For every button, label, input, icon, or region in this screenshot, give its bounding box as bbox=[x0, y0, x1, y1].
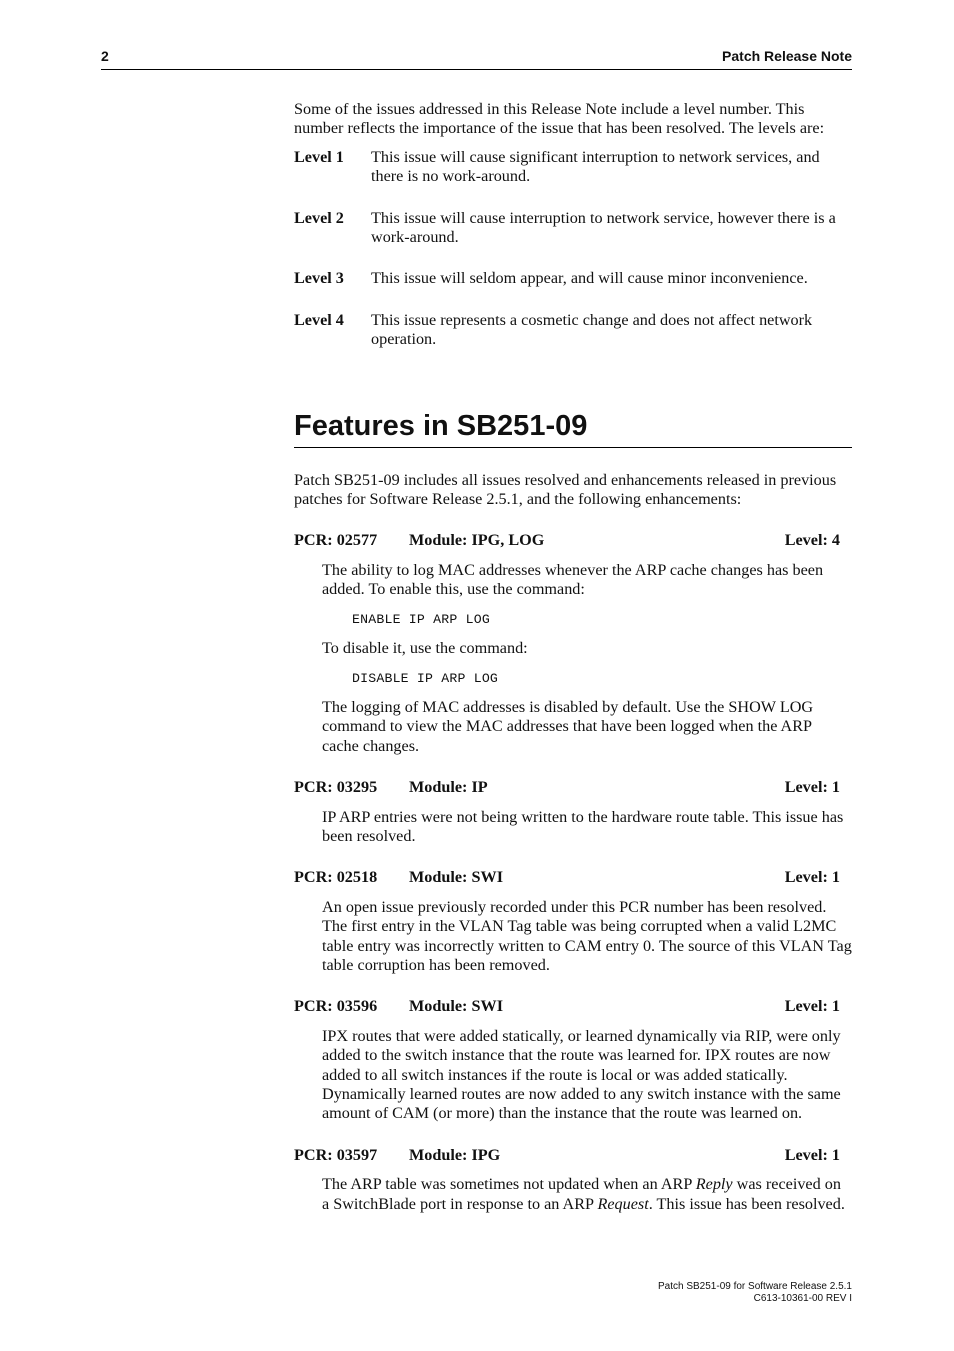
pcr-header bbox=[294, 531, 840, 550]
pcr-body bbox=[322, 1027, 852, 1124]
pcr-level: Level: 1 bbox=[784, 868, 840, 887]
pcr-module: Module: SWI bbox=[409, 868, 503, 887]
pcr-module: Module: IPG, LOG bbox=[409, 531, 545, 550]
pcr-paragraph: The ability to log MAC addresses whenever the ARP cache changes has been added. To enable this, use the command: bbox=[322, 560, 824, 599]
level-description: This issue represents a cosmetic change and does not affect network operation. bbox=[371, 310, 813, 349]
pcr-body bbox=[322, 898, 852, 976]
pcr-paragraph: IPX routes that were added statically, or learned dynamically via RIP, were only added to the switch instance that the route was learned for. IPX routes are now added to all switch instances if the route is local or was added statically. Dynamically learned routes are now added to any switch instance with the same amount of CAM (or more) than the instance that the route was learned on. bbox=[322, 1026, 841, 1123]
pcr-level: Level: 1 bbox=[784, 778, 840, 797]
level-label: Level 1 bbox=[294, 147, 344, 166]
footer-line: C613-10361-00 REV I bbox=[753, 1293, 852, 1304]
section-intro: Patch SB251-09 includes all issues resolved and enhancements released in previous patches for Software Release 2.5.1, and the following enhancements: bbox=[294, 470, 837, 509]
text-run: . This issue has been resolved. bbox=[648, 1194, 845, 1213]
command-text: DISABLE IP ARP LOG bbox=[352, 670, 499, 686]
pcr-level: Level: 1 bbox=[784, 997, 840, 1016]
level-description: This issue will cause interruption to network service, however there is a work-around. bbox=[371, 208, 836, 247]
level-row bbox=[294, 148, 852, 187]
pcr-header bbox=[294, 778, 840, 797]
level-description: This issue will seldom appear, and will cause minor inconvenience. bbox=[371, 269, 808, 288]
pcr-body bbox=[322, 1175, 852, 1214]
pcr-header bbox=[294, 997, 840, 1016]
text-run: The ARP table was sometimes not updated when an ARP bbox=[322, 1175, 696, 1194]
page-body bbox=[294, 100, 852, 1214]
pcr-id: PCR: 03597 bbox=[294, 1145, 378, 1164]
pcr-paragraph: To disable it, use the command: bbox=[322, 639, 528, 658]
pcr-header bbox=[294, 868, 840, 887]
pcr-header bbox=[294, 1146, 840, 1165]
level-label: Level 3 bbox=[294, 269, 344, 288]
emphasis-request: Request bbox=[597, 1194, 649, 1213]
level-row bbox=[294, 269, 852, 288]
section-title: Features in SB251-09 bbox=[294, 409, 852, 448]
pcr-level: Level: 1 bbox=[784, 1145, 840, 1164]
level-row bbox=[294, 209, 852, 248]
pcr-paragraph: IP ARP entries were not being written to the hardware route table. This issue has been resolved. bbox=[322, 807, 844, 845]
page-header bbox=[101, 47, 852, 70]
page-number: 2 bbox=[101, 48, 109, 64]
pcr-module: Module: IP bbox=[409, 778, 488, 797]
text-run: was received on a SwitchBlade port in response to an ARP bbox=[322, 1175, 841, 1213]
level-label: Level 2 bbox=[294, 208, 344, 227]
level-description: This issue will cause significant interruption to network services, and there is no work-around. bbox=[371, 147, 820, 186]
pcr-id: PCR: 02577 bbox=[294, 531, 378, 550]
footer-line: Patch SB251-09 for Software Release 2.5.1 bbox=[657, 1281, 852, 1292]
pcr-paragraph: An open issue previously recorded under this PCR number has been resolved. The first entry in the VLAN Tag table was being corrupted when a valid L2MC table entry was incorrectly written to CAM entry 0. The source of this VLAN Tag table corruption has been removed. bbox=[322, 897, 852, 974]
pcr-module: Module: SWI bbox=[409, 997, 503, 1016]
pcr-module: Module: IPG bbox=[409, 1145, 501, 1164]
intro-paragraph: Some of the issues addressed in this Release Note include a level number. This number reflects the importance of the issue that has been resolved. The levels are: bbox=[294, 100, 825, 138]
pcr-id: PCR: 03295 bbox=[294, 778, 378, 797]
pcr-body bbox=[322, 808, 852, 847]
page-footer bbox=[658, 1281, 852, 1305]
pcr-paragraph: The logging of MAC addresses is disabled by default. Use the SHOW LOG command to view the MAC addresses that have been logged when the ARP cache changes. bbox=[322, 697, 814, 755]
level-label: Level 4 bbox=[294, 310, 344, 329]
pcr-id: PCR: 03596 bbox=[294, 997, 378, 1016]
pcr-paragraph bbox=[322, 1175, 852, 1214]
pcr-level: Level: 4 bbox=[784, 531, 840, 550]
pcr-body bbox=[322, 561, 852, 756]
emphasis-reply: Reply bbox=[695, 1175, 733, 1194]
header-title: Patch Release Note bbox=[722, 48, 852, 64]
level-row bbox=[294, 311, 852, 350]
command-text: ENABLE IP ARP LOG bbox=[352, 611, 490, 627]
pcr-id: PCR: 02518 bbox=[294, 868, 378, 887]
